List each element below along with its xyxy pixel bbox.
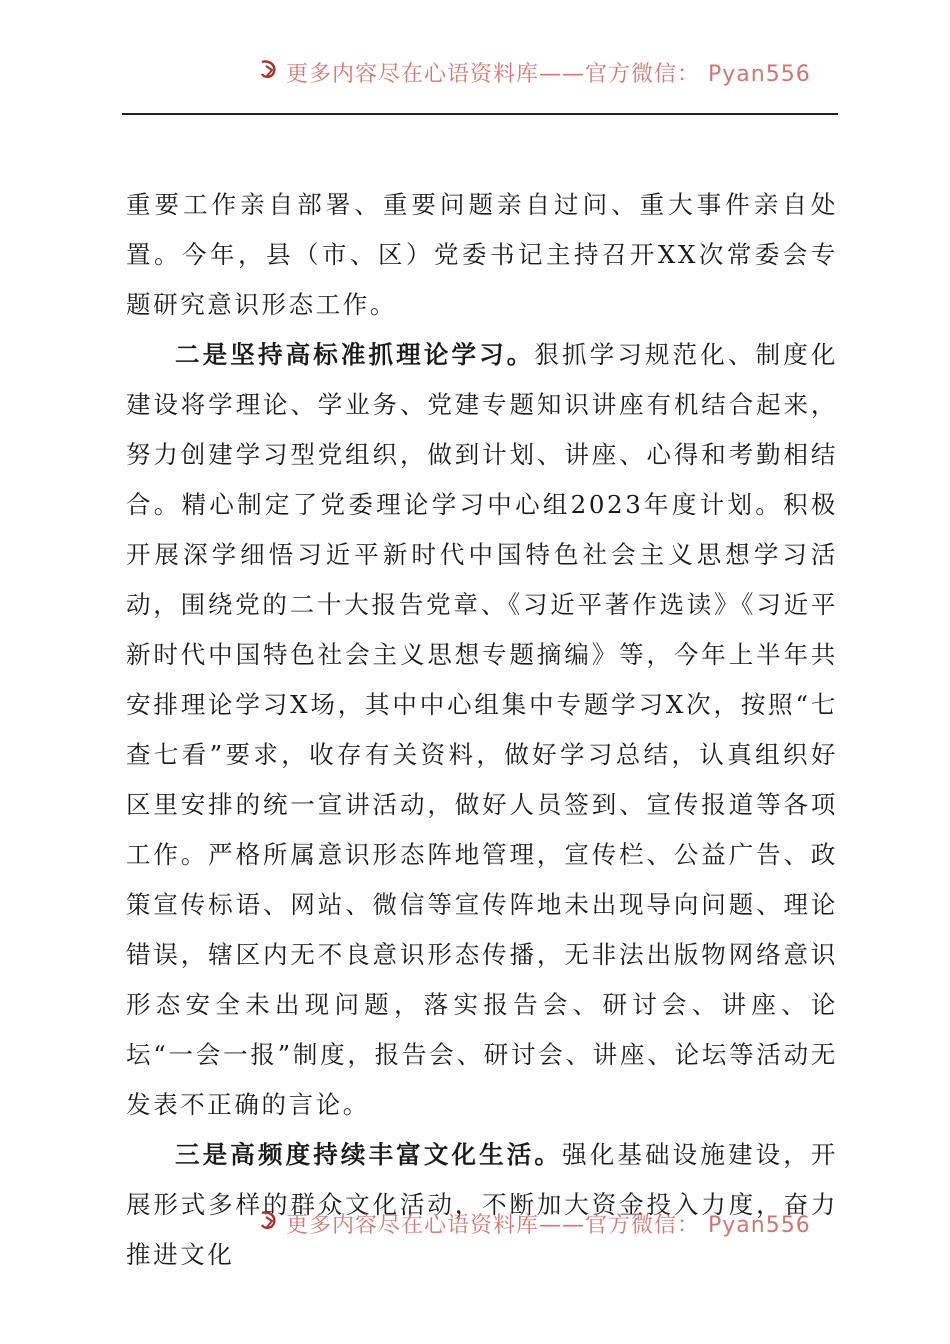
paragraph-3-text: 强化基础设施建设，开展形式多样的群众文化活动，不断加大资金投入力度，奋力推进文化	[126, 1140, 839, 1269]
paragraph-2-heading: 二是坚持高标准抓理论学习。	[175, 340, 535, 369]
header-divider	[122, 113, 838, 115]
footer-watermark	[0, 1203, 950, 1243]
footer-watermark-text: 更多内容尽在心语资料库——官方微信： Pyan556	[286, 1213, 811, 1238]
paragraph-3-heading: 三是高频度持续丰富文化生活。	[175, 1140, 563, 1169]
logo-icon	[258, 1209, 282, 1233]
logo-icon	[258, 58, 282, 82]
paragraph-1: 重要工作亲自部署、重要问题亲自过问、重大事件亲自处置。今年，县（市、区）党委书记主持召开XX次常委会专题研究意识形态工作。	[126, 190, 838, 319]
header-watermark	[0, 52, 950, 92]
header-watermark-text: 更多内容尽在心语资料库——官方微信： Pyan556	[286, 62, 811, 87]
paragraph-2	[126, 330, 838, 1130]
document-body	[126, 180, 838, 1280]
paragraph-2-text: 狠抓学习规范化、制度化建设将学理论、学业务、党建专题知识讲座有机结合起来，努力创建学习型党组织，做到计划、讲座、心得和考勤相结合。精心制定了党委理论学习中心组2023年度计划。积极开展深学细悟习近平新时代中国特色社会主义思想学习活动，围绕党的二十大报告党章、《习近平著作选读》《习近平新时代中国特色社会主义思想专题摘编》等，今年上半年共安排理论学习X场，其中中心组集中专题学习X次，按照“七查七看”要求，收存有关资料，做好学习总结，认真组织好区里安排的统一宣讲活动，做好人员签到、宣传报道等各项工作。严格所属意识形态阵地管理，宣传栏、公益广告、政策宣传标语、网站、微信等宣传阵地未出现导向问题、理论错误，辖区内无不良意识形态传播，无非法出版物网络意识形态安全未出现问题，落实报告会、研讨会、讲座、论坛“一会一报”制度，报告会、研讨会、讲座、论坛等活动无发表不正确的言论。	[126, 340, 838, 1119]
